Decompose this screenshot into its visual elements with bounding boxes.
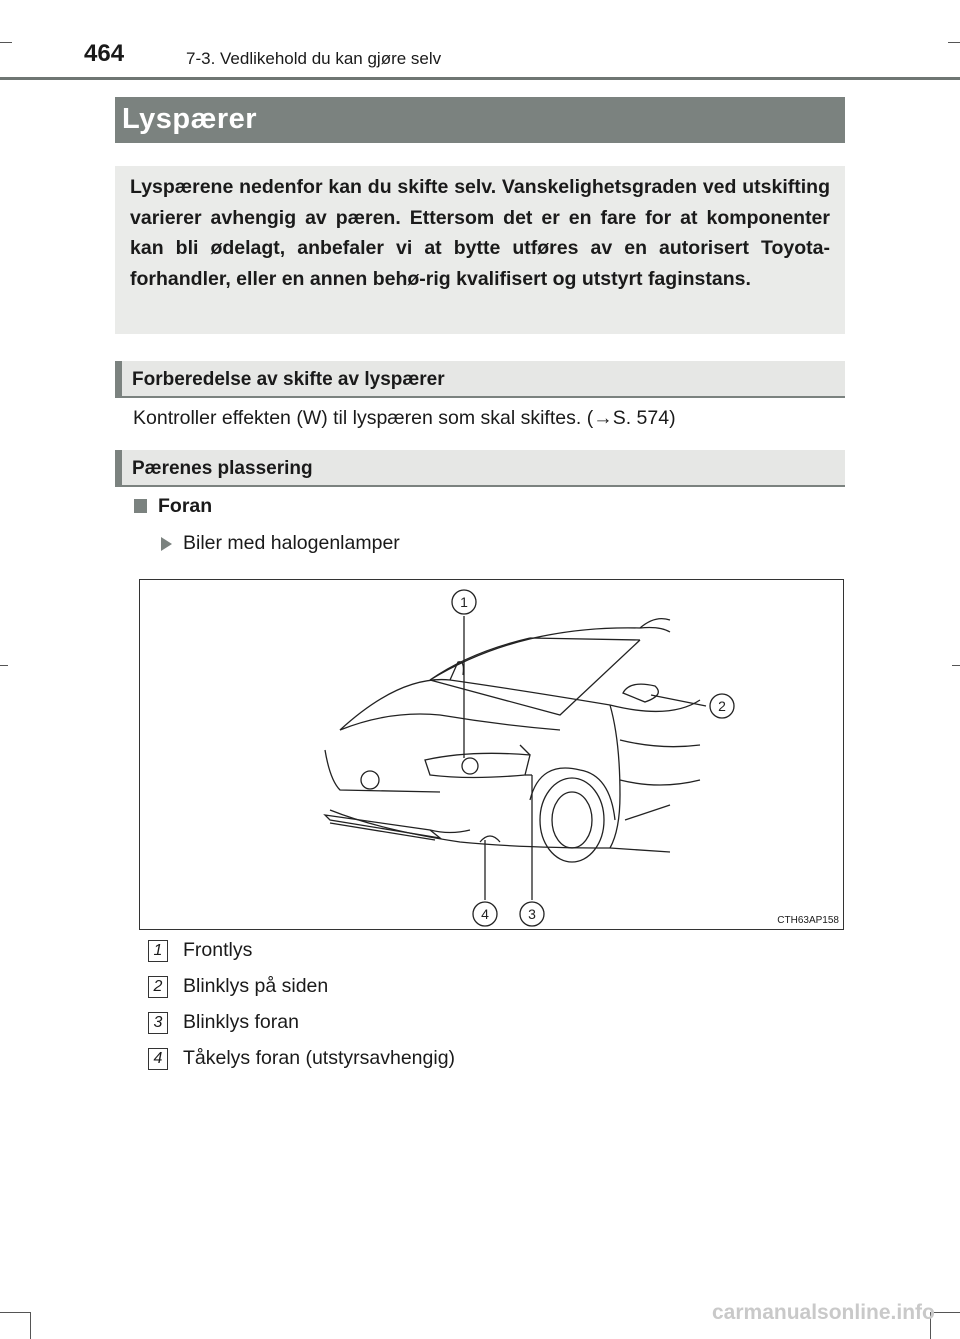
car-drawing bbox=[140, 580, 842, 928]
crop-mark bbox=[0, 1312, 30, 1313]
crop-mark bbox=[0, 665, 8, 666]
section-title: Pærenes plassering bbox=[132, 458, 313, 479]
legend-label: Frontlys bbox=[183, 939, 253, 961]
section-bar bbox=[115, 361, 122, 396]
section-bar bbox=[115, 450, 122, 485]
triangle-bullet-icon bbox=[161, 537, 172, 551]
header-rule bbox=[0, 77, 960, 80]
subheading-front: Foran bbox=[158, 495, 213, 517]
callout-3: 3 bbox=[528, 906, 536, 922]
legend-number: 4 bbox=[148, 1048, 168, 1070]
car-front-illustration bbox=[139, 579, 844, 930]
callout-4: 4 bbox=[481, 906, 489, 922]
square-bullet-icon bbox=[134, 499, 147, 513]
preparation-text: Kontroller effekten (W) til lyspæren som skal skiftes. (→S. 574) bbox=[133, 407, 676, 429]
legend-number: 2 bbox=[148, 976, 168, 998]
crop-mark bbox=[30, 1312, 31, 1339]
legend-number: 1 bbox=[148, 940, 168, 962]
callout-2: 2 bbox=[718, 698, 726, 714]
legend-label: Blinklys på siden bbox=[183, 975, 329, 997]
page-title: Lyspærer bbox=[122, 103, 258, 135]
intro-text: Lyspærene nedenfor kan du skifte selv. Vanskelighetsgraden ved utskifting varierer avhengig av pæren. Ettersom det er en fare for at komponenter kan bli ødelagt, anbefaler vi at bytte utføres av en autorisert Toyota-forhandler, eller en annen behø-rig kvalifisert og utstyrt faginstans. bbox=[130, 176, 830, 290]
section-header-preparation bbox=[115, 361, 845, 398]
callout-1: 1 bbox=[460, 594, 468, 610]
watermark: carmanualsonline.info bbox=[712, 1301, 935, 1324]
crop-mark bbox=[948, 42, 960, 43]
page-number: 464 bbox=[84, 40, 125, 67]
crop-mark bbox=[952, 665, 960, 666]
variant-label: Biler med halogenlamper bbox=[183, 532, 400, 554]
crop-mark bbox=[0, 42, 12, 43]
section-header-location bbox=[115, 450, 845, 487]
legend-label: Blinklys foran bbox=[183, 1011, 299, 1033]
section-title: Forberedelse av skifte av lyspærer bbox=[132, 369, 445, 390]
chapter-title: 7-3. Vedlikehold du kan gjøre selv bbox=[186, 49, 442, 68]
legend-label: Tåkelys foran (utstyrsavhengig) bbox=[183, 1047, 456, 1069]
figure-code: CTH63AP158 bbox=[777, 915, 839, 926]
legend-number: 3 bbox=[148, 1012, 168, 1034]
